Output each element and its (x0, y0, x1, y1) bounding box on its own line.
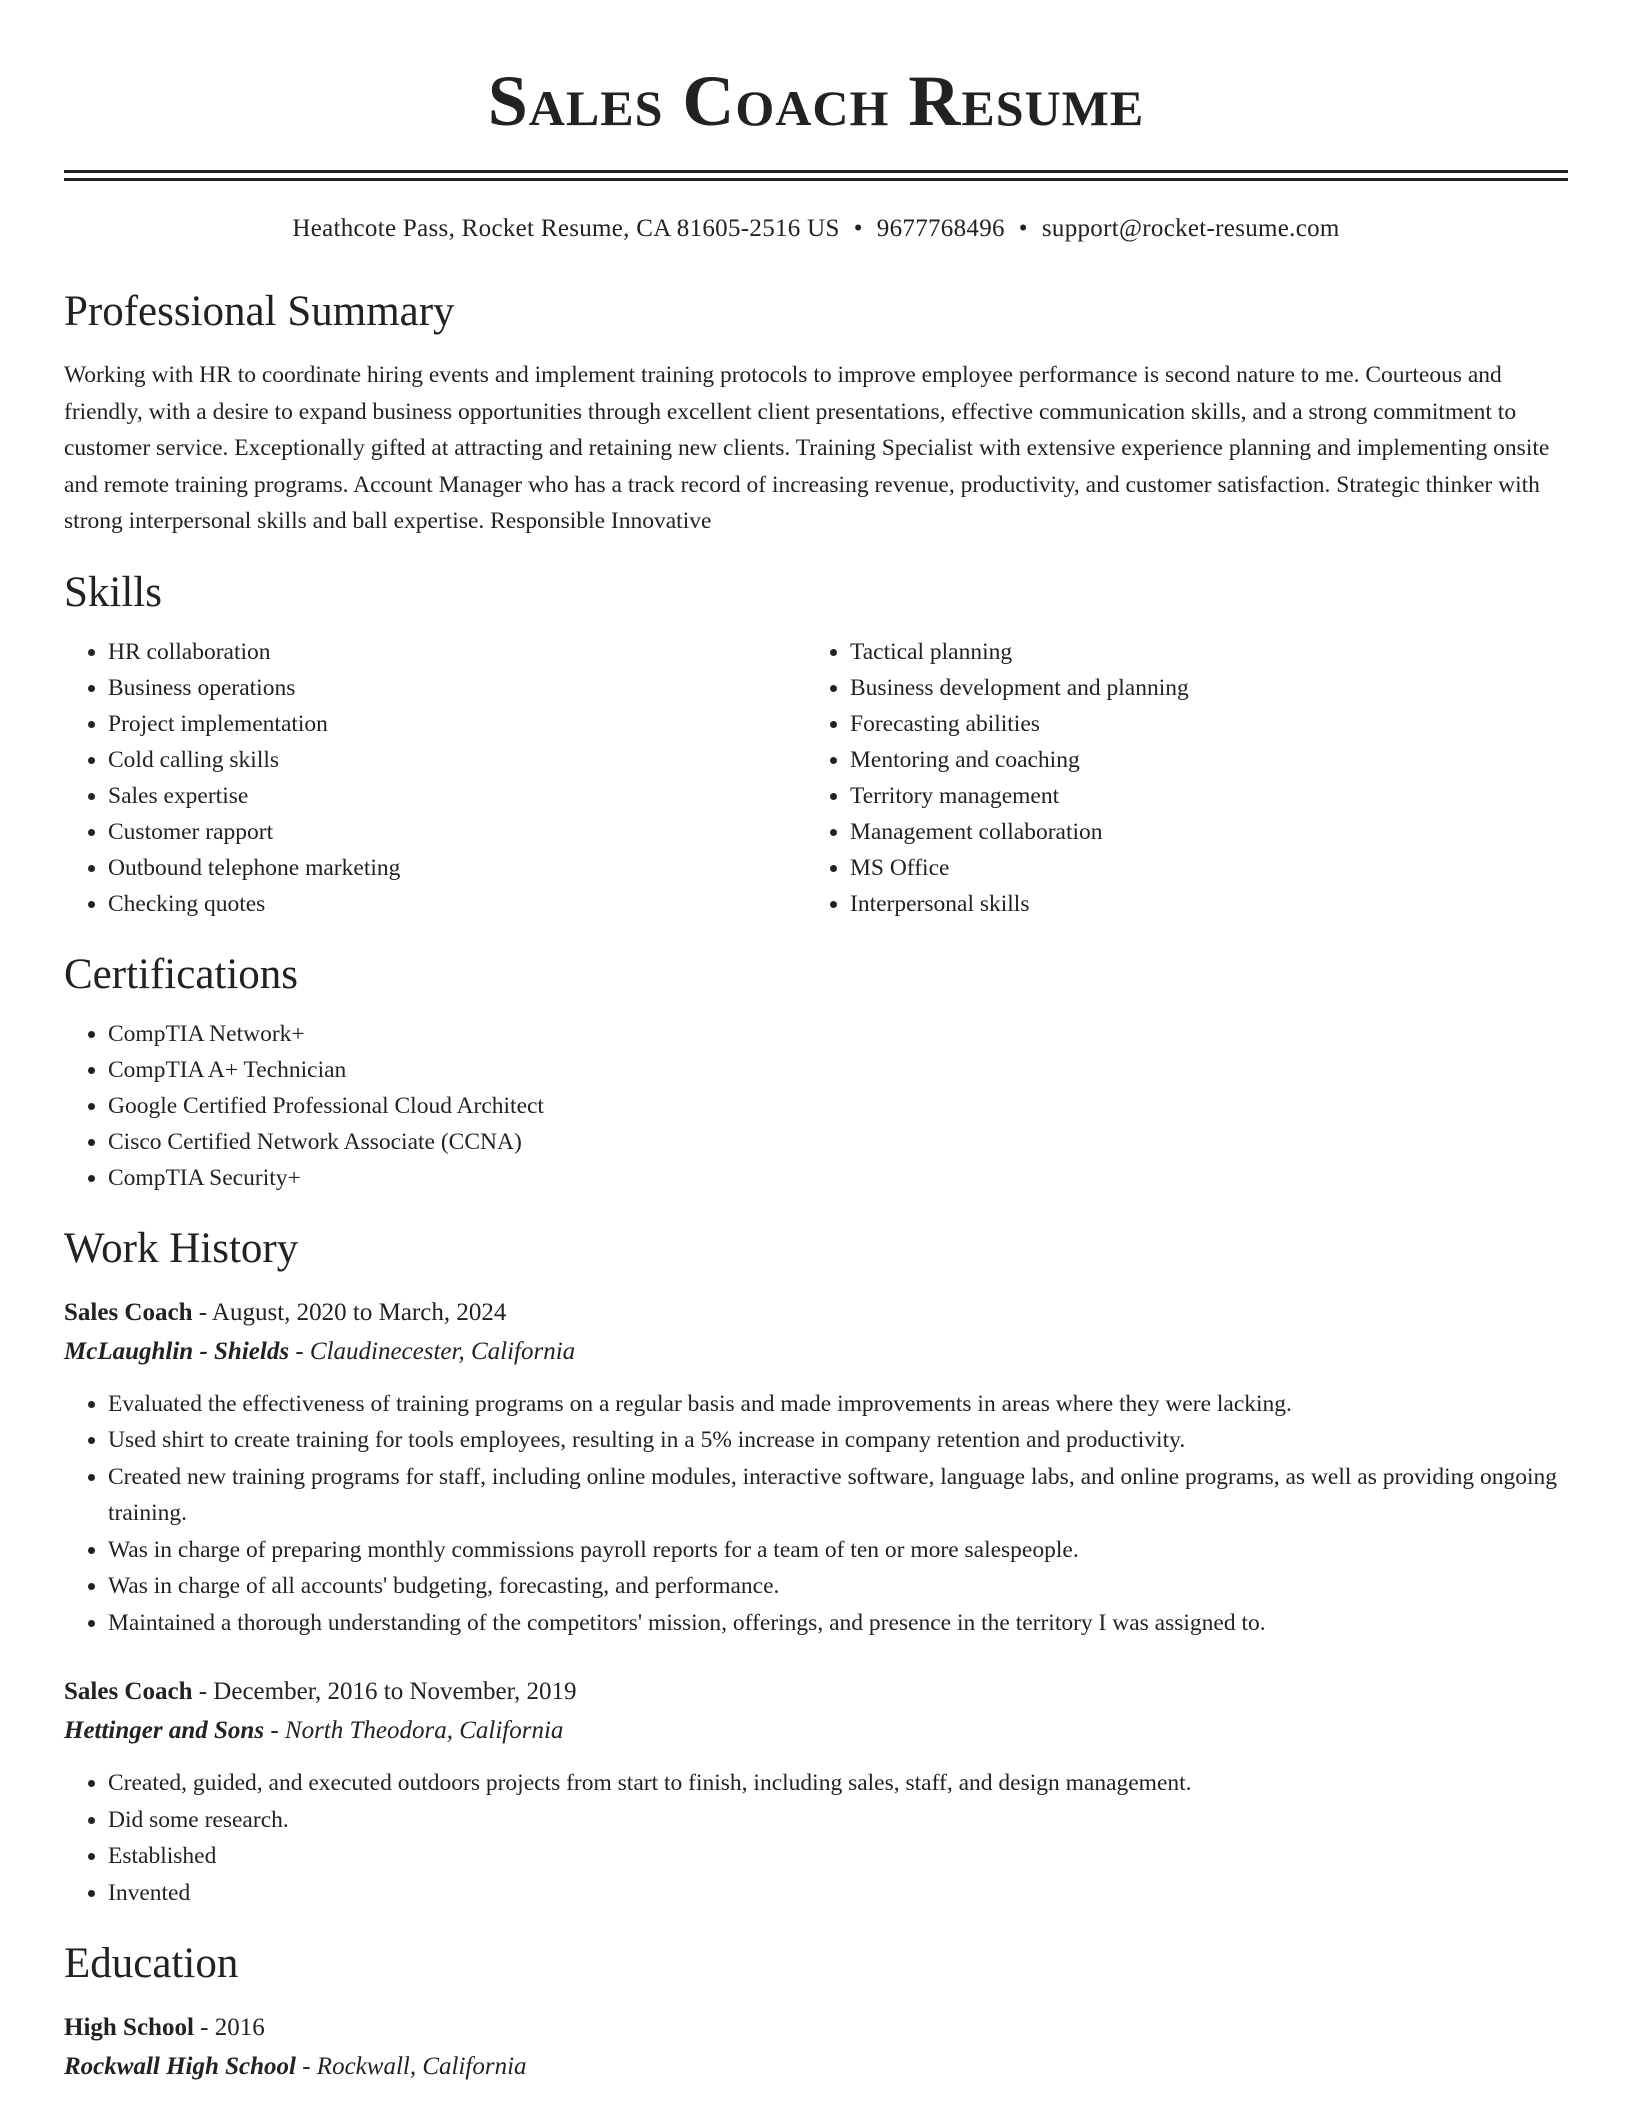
contact-email: support@rocket-resume.com (1041, 215, 1340, 242)
job-bullet: • Maintained a thorough understanding of the competitors' mission, offerings, and presence in the territory I was assigned to. (108, 1605, 1568, 1642)
job-bullet: • Invented (108, 1875, 1568, 1912)
skill-item: • Mentoring and coaching (850, 742, 1548, 778)
contact-separator: • (1018, 215, 1028, 242)
summary-text: Working with HR to coordinate hiring events and implement training protocols to improve employee performance is second nature to me. Courteous and friendly, with a desire to expand business opportunities through excellent client presentations, effective communication skills, and a strong commitment to customer service. Exceptionally gifted at attracting and retaining new clients. Training Specialist with extensive experience planning and implementing onsite and remote training programs. Account Manager who has a track record of increasing revenue, productivity, and customer satisfaction. Strategic thinker with strong interpersonal skills and ball expertise. Responsible Innovative (64, 362, 1550, 534)
summary-section (64, 287, 1568, 540)
job-bullets (64, 1765, 1568, 1911)
job-company: Hettinger and Sons (64, 1717, 265, 1744)
job-title: Sales Coach (64, 1298, 193, 1326)
skill-item: • MS Office (850, 850, 1548, 886)
certifications-heading: Certifications (64, 950, 299, 998)
job-bullet: • Evaluated the effectiveness of training programs on a regular basis and made improvements in areas where they were lacking. (108, 1386, 1568, 1423)
education-section (64, 1939, 1568, 2087)
job-entry (64, 1673, 1568, 1911)
skills-columns (64, 634, 1568, 922)
work-history-heading: Work History (64, 1224, 299, 1272)
job-bullet: • Did some research. (108, 1802, 1568, 1839)
certification-item: • CompTIA Security+ (108, 1160, 1568, 1196)
contact-separator: • (853, 215, 863, 242)
certification-item: • CompTIA Network+ (108, 1016, 1568, 1052)
job-dates: - December, 2016 to November, 2019 (192, 1678, 577, 1705)
skills-left-list (64, 634, 806, 922)
contact-line (64, 213, 1568, 245)
skill-item: • Business operations (108, 670, 806, 706)
skill-item: • Outbound telephone marketing (108, 850, 806, 886)
certification-item: • CompTIA A+ Technician (108, 1052, 1568, 1088)
skills-right-list (806, 634, 1548, 922)
education-heading: Education (64, 1940, 239, 1987)
job-company: McLaughlin - Shields (64, 1337, 290, 1365)
skill-item: • Management collaboration (850, 814, 1548, 850)
skill-item: • Forecasting abilities (850, 706, 1548, 742)
job-employer (64, 1711, 1568, 1751)
job-bullet: • Established (108, 1838, 1568, 1875)
skill-item: • Business development and planning (850, 670, 1548, 706)
skills-section (64, 568, 1568, 922)
job-bullets (64, 1386, 1568, 1642)
skill-item: • Checking quotes (108, 886, 806, 922)
job-dates: - August, 2020 to March, 2024 (192, 1298, 507, 1326)
contact-address: Heathcote Pass, Rocket Resume, CA 81605-2516 US (292, 215, 840, 242)
summary-heading: Professional Summary (64, 288, 455, 335)
title-divider (64, 170, 1568, 181)
education-school: Rockwall High School (64, 2053, 296, 2080)
skill-item: • HR collaboration (108, 634, 806, 670)
education-year: - 2016 (193, 2014, 265, 2041)
job-bullet: • Created new training programs for staff, including online modules, interactive software, language labs, and online programs, as well as providing ongoing training. (108, 1459, 1568, 1532)
job-employer (64, 1332, 1568, 1372)
job-bullet: • Was in charge of all accounts' budgeting, forecasting, and performance. (108, 1568, 1568, 1605)
job-bullet: • Used shirt to create training for tools employees, resulting in a 5% increase in company retention and productivity. (108, 1422, 1568, 1459)
skill-item: • Customer rapport (108, 814, 806, 850)
skill-item: • Cold calling skills (108, 742, 806, 778)
certifications-section (64, 950, 1568, 1196)
certification-item: • Cisco Certified Network Associate (CCNA) (108, 1124, 1568, 1160)
work-history-section (64, 1224, 1568, 1912)
job-location: - North Theodora, California (264, 1717, 564, 1744)
education-header (64, 2009, 1568, 2047)
education-location: - Rockwall, California (295, 2053, 527, 2080)
skills-heading: Skills (64, 568, 162, 616)
certifications-list (64, 1016, 1568, 1196)
certification-item: • Google Certified Professional Cloud Architect (108, 1088, 1568, 1124)
job-header (64, 1673, 1568, 1711)
job-entry (64, 1294, 1568, 1642)
job-header (64, 1294, 1568, 1332)
contact-phone: 9677768496 (876, 215, 1005, 242)
skill-item: • Territory management (850, 778, 1548, 814)
education-school-line (64, 2047, 1568, 2087)
skill-item: • Sales expertise (108, 778, 806, 814)
education-entry (64, 2009, 1568, 2087)
resume-title: Sales Coach Resume (487, 61, 1145, 141)
job-bullet: • Was in charge of preparing monthly commissions payroll reports for a team of ten or more salespeople. (108, 1532, 1568, 1569)
job-bullet: • Created, guided, and executed outdoors projects from start to finish, including sales, staff, and design management. (108, 1765, 1568, 1802)
education-degree: High School (64, 2014, 194, 2041)
skill-item: • Project implementation (108, 706, 806, 742)
skill-item: • Tactical planning (850, 634, 1548, 670)
skill-item: • Interpersonal skills (850, 886, 1548, 922)
job-title: Sales Coach (64, 1678, 193, 1705)
job-location: - Claudinecester, California (289, 1337, 576, 1365)
